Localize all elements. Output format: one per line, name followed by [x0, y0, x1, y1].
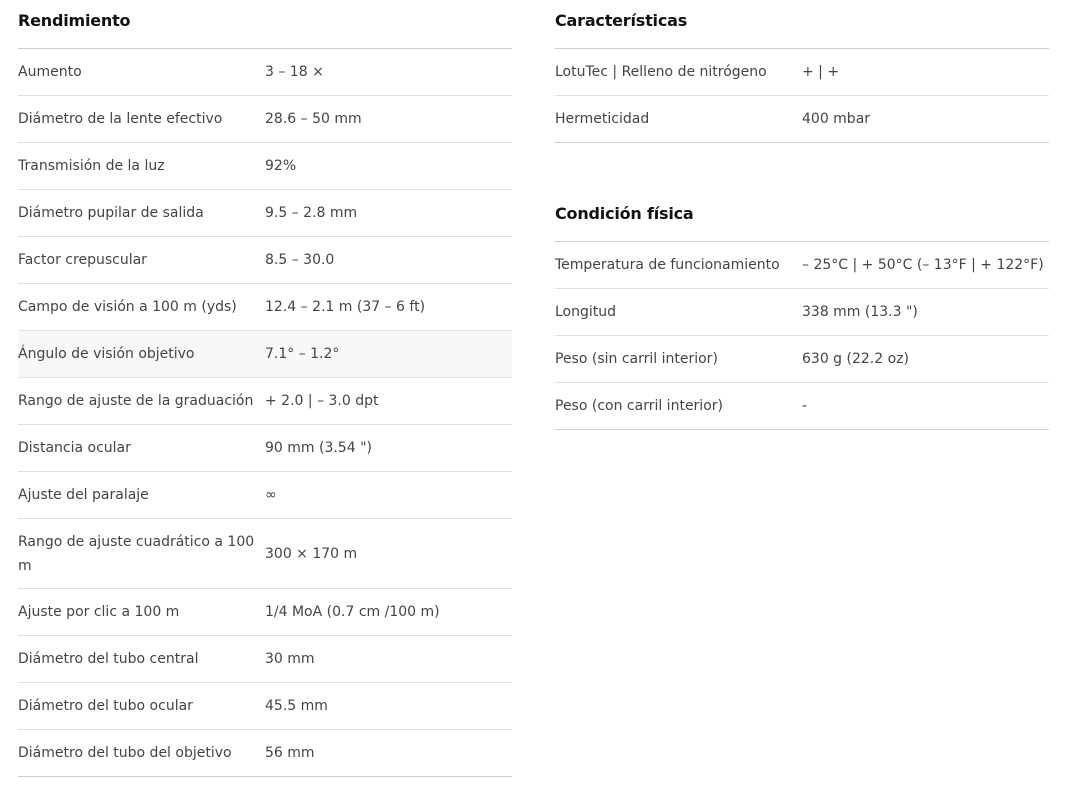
spec-row	[18, 730, 512, 777]
spec-value: 300 × 170 m	[265, 545, 358, 562]
spec-value: 92%	[265, 158, 297, 174]
spec-value: 7.1° – 1.2°	[265, 346, 340, 362]
spec-key: Diámetro de la lente efectivo	[18, 111, 223, 127]
section-condicion-fisica	[555, 193, 1049, 430]
spec-row	[18, 96, 512, 143]
spec-table-caracteristicas	[555, 49, 1049, 143]
spec-row	[18, 519, 512, 589]
spec-key: LotuTec | Relleno de nitrógeno	[555, 64, 767, 80]
spec-row	[18, 636, 512, 683]
spec-row	[18, 425, 512, 472]
section-title-caracteristicas: Características	[555, 0, 1049, 49]
spec-row	[18, 190, 512, 237]
right-column	[555, 0, 1049, 430]
spec-row	[18, 472, 512, 519]
spec-table-rendimiento	[18, 49, 512, 777]
spec-value: 3 – 18 ×	[265, 64, 324, 80]
spec-key: Ajuste por clic a 100 m	[18, 604, 180, 620]
spec-value: 400 mbar	[802, 111, 871, 127]
spec-key: Aumento	[18, 64, 82, 80]
spec-value: 9.5 – 2.8 mm	[265, 205, 358, 221]
section-caracteristicas	[555, 0, 1049, 143]
spec-row	[18, 683, 512, 730]
spec-key: Distancia ocular	[18, 440, 131, 456]
spec-key: Diámetro del tubo ocular	[18, 698, 193, 714]
spec-value: 338 mm (13.3 ")	[802, 304, 918, 320]
spec-row	[18, 378, 512, 425]
spec-value: 90 mm (3.54 ")	[265, 440, 372, 456]
spec-value: + 2.0 | – 3.0 dpt	[265, 393, 379, 409]
spec-key: Ángulo de visión objetivo	[18, 346, 195, 362]
spec-row	[555, 49, 1049, 96]
spec-key: Transmisión de la luz	[18, 158, 165, 174]
spec-key: Campo de visión a 100 m (yds)	[18, 299, 237, 315]
spec-key: Peso (sin carril interior)	[555, 351, 718, 367]
spec-key: Hermeticidad	[555, 111, 650, 127]
spec-value: 30 mm	[265, 651, 315, 667]
spec-value: 1/4 MoA (0.7 cm /100 m)	[265, 604, 440, 620]
spec-value: 8.5 – 30.0	[265, 252, 335, 268]
spec-value: 56 mm	[265, 745, 315, 761]
spec-row	[18, 237, 512, 284]
spec-value: – 25°C | + 50°C (– 13°F | + 122°F)	[802, 257, 1044, 273]
spec-row	[18, 143, 512, 190]
spec-row	[555, 96, 1049, 143]
spec-value: 45.5 mm	[265, 698, 328, 714]
spec-key: Longitud	[555, 304, 617, 320]
spec-row	[555, 336, 1049, 383]
spec-row	[555, 242, 1049, 289]
section-title-condicion-fisica: Condición física	[555, 193, 1049, 242]
spec-value: + | +	[802, 64, 840, 80]
spec-key: Temperatura de funcionamiento	[555, 257, 780, 273]
spec-value: ∞	[265, 487, 277, 503]
spec-key: Diámetro del tubo del objetivo	[18, 745, 232, 761]
section-title-rendimiento: Rendimiento	[18, 0, 512, 49]
spec-table-condicion-fisica	[555, 242, 1049, 430]
spec-key: Rango de ajuste cuadrático a 100 m	[18, 533, 255, 574]
spec-value: -	[802, 398, 808, 414]
spec-row	[555, 289, 1049, 336]
spec-key: Rango de ajuste de la graduación	[18, 393, 254, 409]
spec-key: Factor crepuscular	[18, 252, 147, 268]
section-rendimiento	[18, 0, 512, 777]
spec-row	[18, 284, 512, 331]
spec-row	[18, 589, 512, 636]
spec-key: Peso (con carril interior)	[555, 398, 723, 414]
spec-key: Diámetro pupilar de salida	[18, 205, 204, 221]
spec-row	[555, 383, 1049, 430]
spec-row	[18, 331, 512, 378]
spec-key: Diámetro del tubo central	[18, 651, 199, 667]
spec-key: Ajuste del paralaje	[18, 487, 149, 503]
spec-value: 28.6 – 50 mm	[265, 111, 362, 127]
spec-row	[18, 49, 512, 96]
spec-value: 12.4 – 2.1 m (37 – 6 ft)	[265, 299, 426, 315]
spec-value: 630 g (22.2 oz)	[802, 351, 909, 367]
